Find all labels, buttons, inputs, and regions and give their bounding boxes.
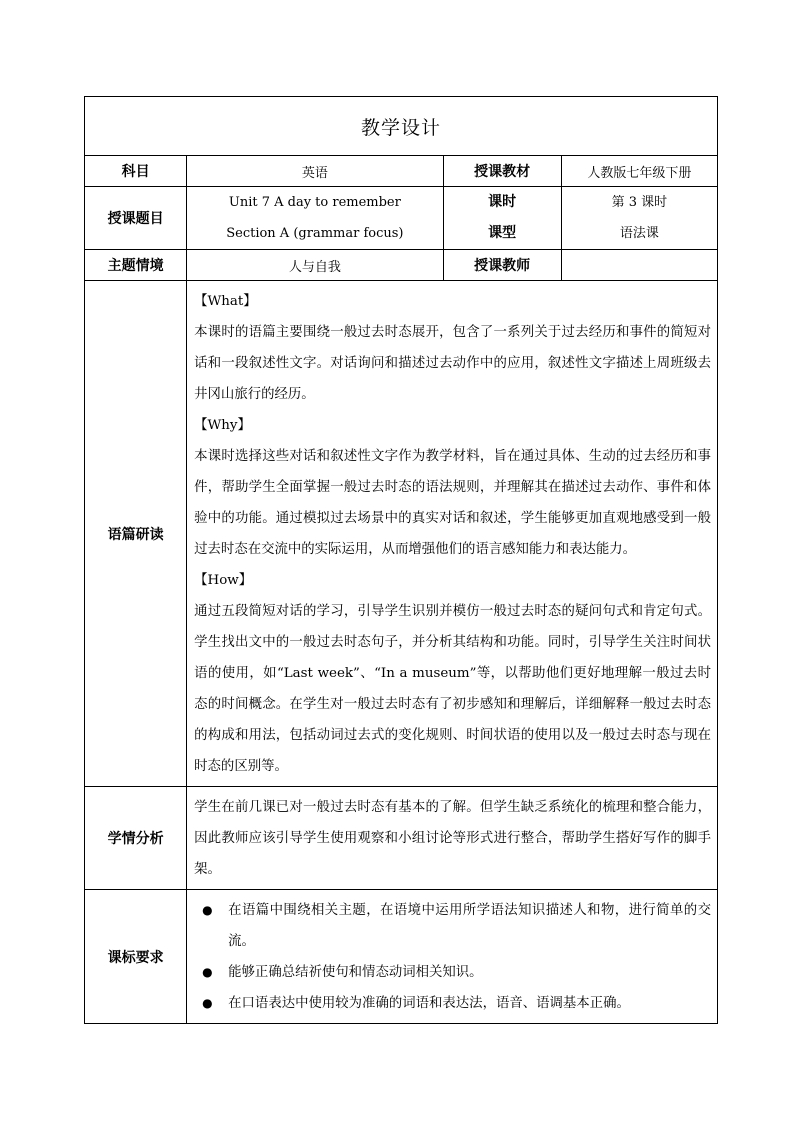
curriculum-label: 课标要求 [85, 890, 187, 1024]
curriculum-content [187, 890, 718, 1024]
student-analysis-label: 学情分析 [85, 787, 187, 890]
topic-line-unit: Unit 7 A day to remember [228, 195, 401, 210]
curriculum-list [194, 895, 711, 1019]
period-label: 课时 [488, 194, 517, 210]
what-paragraph: 本课时的语篇主要围绕一般过去时态展开，包含了一系列关于过去经历和事件的简短对话和一段叙述性文字。对话询问和描述过去动作中的应用，叙述性文字描述上周班级去井冈山旅行的经历。 [194, 325, 711, 402]
how-tag: 【How】 [194, 573, 253, 588]
period-type-labels [443, 187, 561, 250]
list-item-text: 在语篇中围绕相关主题，在语境中运用所学语法知识描述人和物，进行简单的交流。 [228, 903, 711, 949]
theme-label: 主题情境 [85, 250, 187, 281]
text-study-label: 语篇研读 [85, 281, 187, 787]
lesson-plan-table [84, 96, 718, 1024]
period-type-values [561, 187, 717, 250]
bullet-icon: ● [202, 996, 213, 1010]
why-tag: 【Why】 [194, 418, 251, 433]
list-item-text: 能够正确总结祈使句和情态动词相关知识。 [228, 965, 483, 980]
what-tag: 【What】 [194, 294, 257, 309]
text-study-content [187, 281, 718, 787]
subject-label: 科目 [85, 156, 187, 187]
lesson-plan-sheet [84, 96, 718, 1024]
list-item [194, 895, 711, 957]
student-analysis-content [187, 787, 718, 890]
theme-value: 人与自我 [187, 250, 443, 281]
textbook-label: 授课教材 [443, 156, 561, 187]
document-title: 教学设计 [85, 97, 718, 156]
teacher-value [561, 250, 717, 281]
how-paragraph: 通过五段简短对话的学习，引导学生识别并模仿一般过去时态的疑问句式和肯定句式。学生找出文中的一般过去时态句子，并分析其结构和功能。同时，引导学生关注时间状语的使用，如“Last week”、“In a museum”等，以帮助他们更好地理解一般过去时态的时间概念。在学生对一般过去时态有了初步感知和理解后，详细解释一般过去时态的构成和用法，包括动词过去式的变化规则、时间状语的使用以及一般过去时态与现在时态的区别等。 [194, 604, 711, 774]
lesson-type-value: 语法课 [619, 226, 659, 241]
topic-label: 授课题目 [85, 187, 187, 250]
topic-line-section: Section A (grammar focus) [226, 226, 404, 241]
topic-value [187, 187, 443, 250]
subject-value: 英语 [187, 156, 443, 187]
why-paragraph: 本课时选择这些对话和叙述性文字作为教学材料，旨在通过具体、生动的过去经历和事件，帮助学生全面掌握一般过去时态的语法规则，并理解其在描述过去动作、事件和体验中的功能。通过模拟过去场景中的真实对话和叙述，学生能够更加直观地感受到一般过去时态在交流中的实际运用，从而增强他们的语言感知能力和表达能力。 [194, 449, 711, 557]
period-value: 第 3 课时 [611, 195, 668, 210]
lesson-type-label: 课型 [488, 225, 517, 241]
list-item [194, 988, 711, 1019]
bullet-icon: ● [202, 903, 213, 917]
list-item [194, 957, 711, 988]
bullet-icon: ● [202, 965, 213, 979]
textbook-value: 人教版七年级下册 [561, 156, 717, 187]
list-item-text: 在口语表达中使用较为准确的词语和表达法，语音、语调基本正确。 [228, 996, 630, 1011]
student-analysis-paragraph: 学生在前几课已对一般过去时态有基本的了解。但学生缺乏系统化的梳理和整合能力，因此教师应该引导学生使用观察和小组讨论等形式进行整合，帮助学生搭好写作的脚手架。 [194, 800, 711, 877]
teacher-label: 授课教师 [443, 250, 561, 281]
